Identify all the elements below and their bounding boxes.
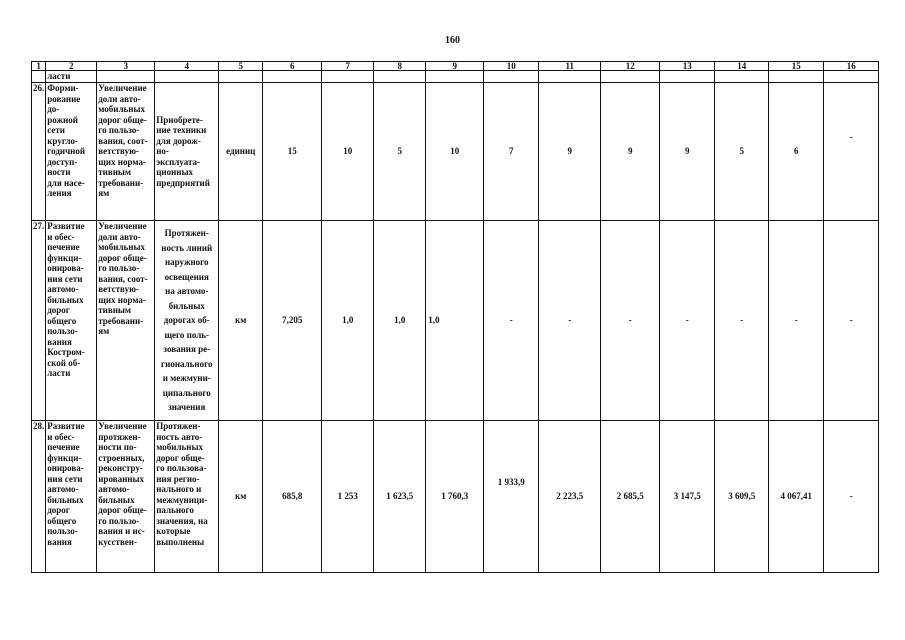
value-cell xyxy=(484,421,539,573)
value-cell: 2 223,5 xyxy=(539,421,601,573)
row-number: 28. xyxy=(32,421,46,573)
value-cell: - xyxy=(824,421,879,573)
header-cell: 12 xyxy=(601,62,660,71)
unit: км xyxy=(219,221,263,421)
indicator-name: Протяжен- ность линий наружного освещения на автомо- бильных дорогах об- щего поль- зования ре- гионального и межмуни- ципального значения xyxy=(155,221,219,421)
value-cell: - xyxy=(824,221,879,421)
value-text: - xyxy=(849,132,853,143)
value-cell: 5 xyxy=(374,83,426,221)
unit: км xyxy=(219,421,263,573)
value-cell: - xyxy=(660,221,715,421)
value-cell: - xyxy=(601,221,660,421)
header-cell: 9 xyxy=(426,62,484,71)
value-cell: 7 xyxy=(484,83,539,221)
value-cell: 1,0 xyxy=(426,221,484,421)
value-text: 1 933,9 xyxy=(497,477,525,488)
header-cell: 5 xyxy=(219,62,263,71)
row-number: 26. xyxy=(32,83,46,221)
header-cell: 4 xyxy=(155,62,219,71)
value-cell: 1 253 xyxy=(322,421,374,573)
value-cell: 10 xyxy=(322,83,374,221)
value-cell: - xyxy=(769,221,824,421)
value-cell: 3 609,5 xyxy=(715,421,769,573)
value-cell: 1,0 xyxy=(374,221,426,421)
indicator-name: Приобрете- ние техники для дорож- но- эксплуата- ционных предприятий xyxy=(155,83,219,221)
value-cell: 6 xyxy=(769,83,824,221)
unit: единиц xyxy=(219,83,263,221)
value-cell: - xyxy=(539,221,601,421)
expected-result: Увеличение доли авто- мобильных дорог обще- го пользо- вания, соот- ветствую- щих норма- тивным требовани- ям xyxy=(97,221,155,421)
measure-name: Форми- рование до- рожной сети кругло- годичной доступ- ности для насе- ления xyxy=(46,83,97,221)
data-table xyxy=(31,61,879,573)
header-cell: 2 xyxy=(46,62,97,71)
header-cell: 11 xyxy=(539,62,601,71)
value-cell: 2 685,5 xyxy=(601,421,660,573)
header-cell: 7 xyxy=(322,62,374,71)
value-cell: 7,205 xyxy=(263,221,322,421)
value-cell xyxy=(824,83,879,221)
header-cell: 10 xyxy=(484,62,539,71)
value-cell: 4 067,41 xyxy=(769,421,824,573)
header-row xyxy=(32,62,879,71)
header-cell: 1 xyxy=(32,62,46,71)
header-cell: 6 xyxy=(263,62,322,71)
header-cell: 8 xyxy=(374,62,426,71)
value-cell: 9 xyxy=(660,83,715,221)
row-number: 27. xyxy=(32,221,46,421)
table-row xyxy=(32,421,879,573)
header-cell: 15 xyxy=(769,62,824,71)
value-cell: 1,0 xyxy=(322,221,374,421)
value-cell: 685,8 xyxy=(263,421,322,573)
value-cell: 9 xyxy=(539,83,601,221)
value-cell: 9 xyxy=(601,83,660,221)
value-cell: 1 760,3 xyxy=(426,421,484,573)
value-cell: 3 147,5 xyxy=(660,421,715,573)
table-row xyxy=(32,221,879,421)
measure-name: Развитие и обес- печение функци- онирова- ния сети автомо- бильных дорог общего пользо- вания Костром- ской об- ласти xyxy=(46,221,97,421)
value-cell: - xyxy=(715,221,769,421)
header-cell: 16 xyxy=(824,62,879,71)
header-cell: 3 xyxy=(97,62,155,71)
value-cell: - xyxy=(484,221,539,421)
expected-result: Увеличение протяжен- ности по- строенных, реконстру- ированных автомо- бильных дорог обще- го пользо- вания и ис- кусствен- xyxy=(97,421,155,573)
indicator-name: Протяжен- ность авто- мобильных дорог обще- го пользова- ния регио- нального и межмуници- пального значения, на которые выполнены xyxy=(155,421,219,573)
continuation-row xyxy=(32,71,879,83)
expected-result: Увеличение доли авто- мобильных дорог обще- го пользо- вания, соот- ветствую- щих норма- тивным требовани- ям xyxy=(97,83,155,221)
value-cell: 1 623,5 xyxy=(374,421,426,573)
continuation-text: ласти xyxy=(46,71,97,83)
value-cell: 15 xyxy=(263,83,322,221)
measure-name: Развитие и обес- печение функци- онирова- ния сети автомо- бильных дорог общего пользо- вания xyxy=(46,421,97,573)
header-cell: 14 xyxy=(715,62,769,71)
value-cell: 10 xyxy=(426,83,484,221)
header-cell: 13 xyxy=(660,62,715,71)
table-row xyxy=(32,83,879,221)
value-cell: 5 xyxy=(715,83,769,221)
page-number: 160 xyxy=(445,35,460,46)
